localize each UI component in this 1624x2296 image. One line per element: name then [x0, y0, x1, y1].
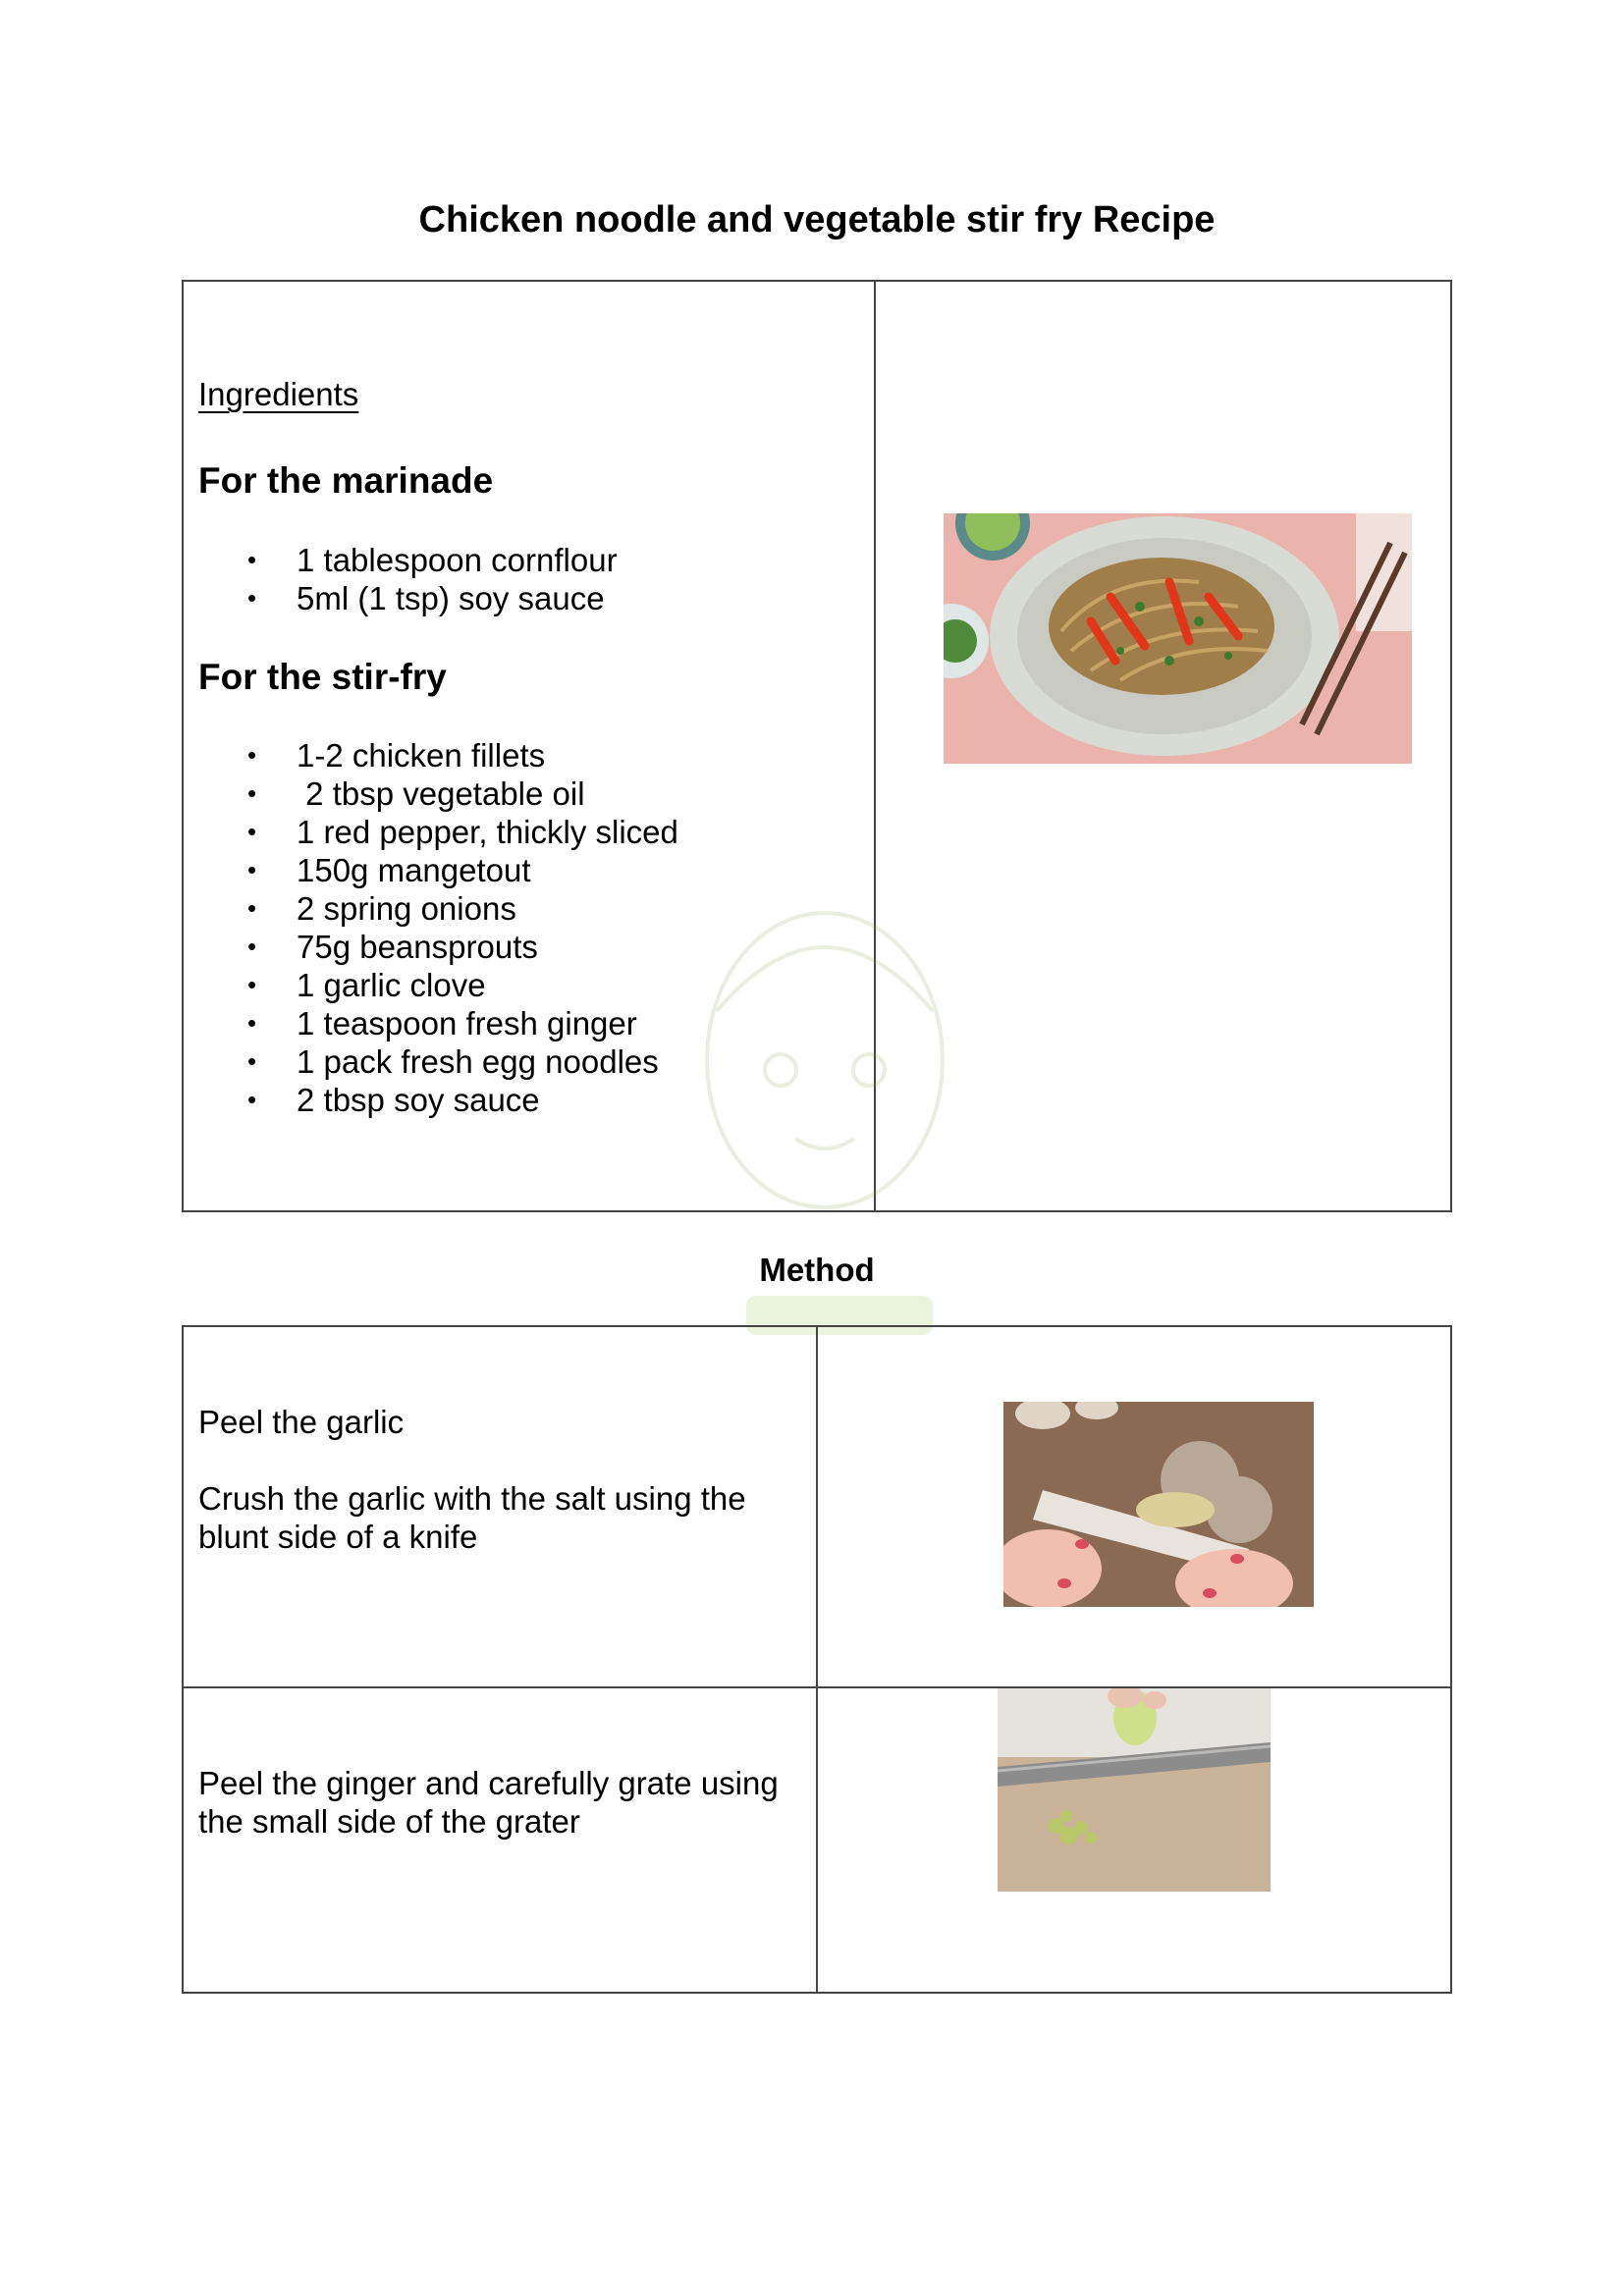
page-title: Chicken noodle and vegetable stir fry Recipe [418, 199, 1216, 240]
method-step-2 [198, 1764, 807, 1841]
step-1-line-1: Peel the garlic [198, 1404, 405, 1440]
method-step-1 [198, 1403, 807, 1556]
list-item: • 2 tbsp vegetable oil [198, 774, 678, 813]
ingredients-heading: Ingredients [198, 376, 359, 412]
step-1-line-2: Crush the garlic with the salt using the blunt side of a knife [198, 1480, 746, 1555]
list-item: • 2 tbsp soy sauce [198, 1081, 678, 1119]
garlic-crushing-photo [1003, 1402, 1314, 1607]
list-item: • 5ml (1 tsp) soy sauce [198, 579, 618, 617]
watermark-illustration [550, 864, 1100, 1374]
list-item: • 150g mangetout [198, 851, 678, 889]
marinade-heading: For the marinade [198, 460, 494, 501]
method-table-divider [816, 1325, 818, 1994]
step-2-line-1: Peel the ginger and carefully grate using the small side of the grater [198, 1765, 779, 1840]
list-item: • 1 teaspoon fresh ginger [198, 1004, 678, 1042]
marinade-list [198, 541, 618, 617]
list-item: • 2 spring onions [198, 889, 678, 928]
stirfry-heading: For the stir-fry [198, 657, 447, 697]
list-item: • 1 tablespoon cornflour [198, 541, 618, 579]
method-heading: Method [759, 1252, 875, 1288]
ginger-grating-photo [998, 1688, 1271, 1892]
list-item: • 1 red pepper, thickly sliced [198, 813, 678, 851]
list-item: • 1-2 chicken fillets [198, 736, 678, 774]
noodle-dish-photo [944, 513, 1412, 764]
list-item: • 1 pack fresh egg noodles [198, 1042, 678, 1081]
list-item: • 75g beansprouts [198, 928, 678, 966]
list-item: • 1 garlic clove [198, 966, 678, 1004]
